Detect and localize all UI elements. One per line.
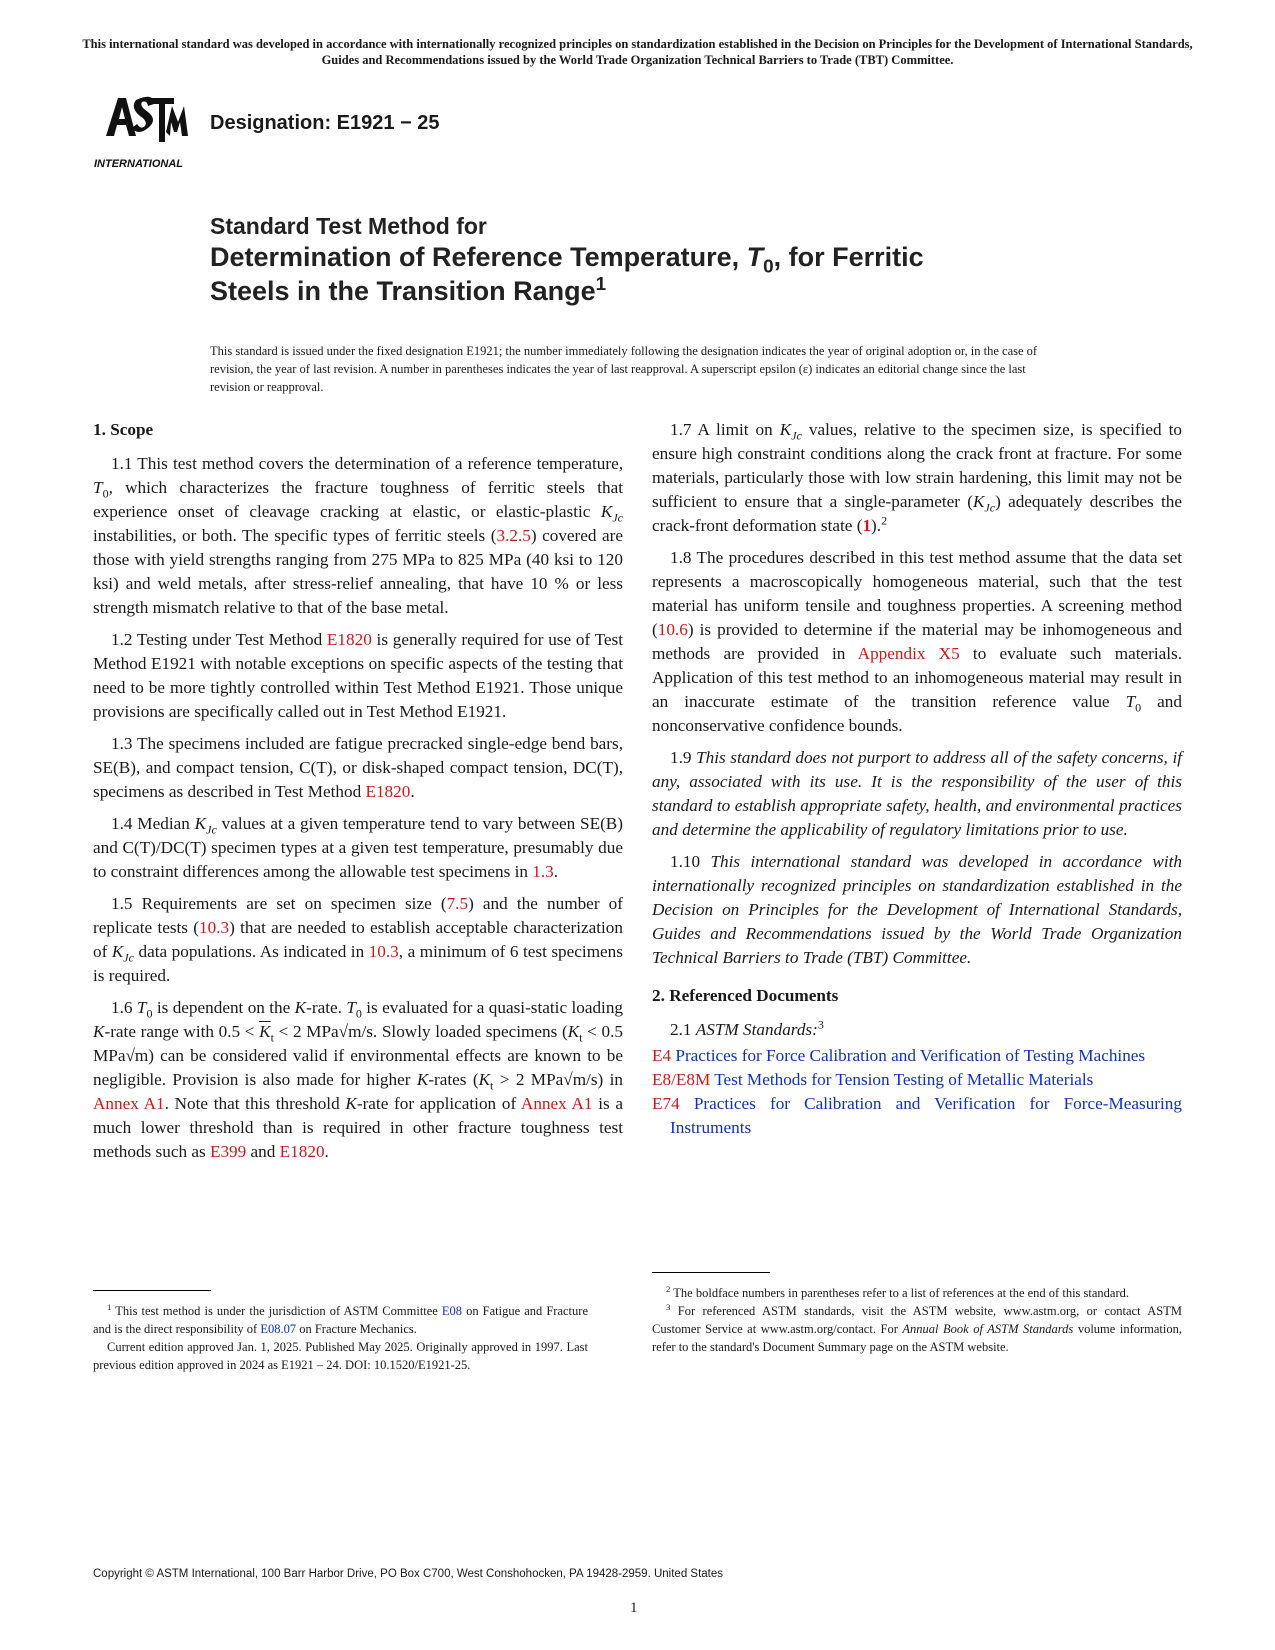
link-10-6[interactable]: 10.6 [657, 620, 688, 639]
reference-item[interactable] [652, 1068, 1182, 1092]
para-1-8: 1.8 The procedures described in this test method assume that the data set represents a macroscopically homogeneous material, such that the test material has uniform tensile and toughness properties. A screening method (10.6) is provided to determine if the material may be inhomogeneous and methods are provided in Appendix X5 to evaluate such materials. Application of this test method to an inhomogeneous material may result in an inaccurate estimate of the transition reference value $T_0$ and nonconservative confidence bounds. [652, 548, 1183, 735]
link-e1820[interactable]: E1820 [326, 630, 372, 649]
right-column [652, 418, 1182, 1140]
astm-logo [92, 88, 192, 180]
page-number: 1 [630, 1600, 638, 1616]
link-e1820[interactable]: E1820 [279, 1142, 325, 1161]
link-1-3[interactable]: 1.3 [532, 862, 554, 881]
link-3-2-5[interactable]: 3.2.5 [496, 526, 531, 545]
footnote-1: $^1$ This test method is under the jurisdiction of ASTM Committee E08 on Fatigue and Fracture and is the direct responsibility of E08.07 on Fracture Mechanics. [93, 1301, 588, 1336]
footnotes-left [93, 1302, 588, 1374]
link-e08-07[interactable]: E08.07 [260, 1322, 297, 1336]
link-annex-a1[interactable]: Annex A1 [520, 1094, 593, 1113]
para-2-1: 2.1 ASTM Standards:$^3$ [670, 1017, 824, 1039]
link-ref-1[interactable]: 1 [862, 516, 872, 535]
link-10-3[interactable]: 10.3 [368, 942, 399, 961]
para-1-3: 1.3 The specimens included are fatigue precracked single-edge bend bars, SE(B), and compact tension, C(T), or disk-shaped compact tension, DC(T), specimens as described in Test Method E1820. [93, 734, 623, 801]
issued-note: This standard is issued under the fixed designation E1921; the number immediately following the designation indicates the year of original adoption or, in the case of revision, the year of last revision. A number in parentheses indicates the year of last reapproval. A superscript epsilon (ε) indicates an editorial change since the last revision or reapproval. [210, 344, 1038, 394]
link-e08[interactable]: E08 [441, 1304, 463, 1318]
logo-subtext: INTERNATIONAL [94, 158, 184, 170]
link-e1820[interactable]: E1820 [365, 782, 411, 801]
footnote-rule-left [93, 1290, 211, 1291]
reference-title[interactable]: Practices for Calibration and Verification for Force-Measuring Instruments [670, 1094, 1182, 1137]
para-1-6: 1.6 $T_0$ is dependent on the K-rate. $T_0$ is evaluated for a quasi-static loading K-rate range with $0.5 < \overline{K}_t < 2$ MPa√m/s. Slowly loaded specimens ($K_t < 0.5$ MPa√m) can be considered valid if environmental effects are known to be negligible. Provision is also made for higher K-rates ($K_t > 2$ MPa√m/s) in Annex A1. Note that this threshold K-rate for application of Annex A1 is a much lower threshold than is required in other fracture toughness test methods such as E399 and E1820. [93, 998, 624, 1161]
astm-logo-icon [92, 88, 192, 180]
footnote-3: $^3$ For referenced ASTM standards, visit the ASTM website, www.astm.org, or contact ASTM Customer Service at www.astm.org/contact. For Annual Book of ASTM Standards volume information, refer to the standard's Document Summary page on the ASTM website. [652, 1301, 1183, 1354]
para-1-10: 1.10 This international standard was developed in accordance with internationally recognized principles on standardization established in the Decision on Principles for the Development of International Standards, Guides and Recommendations issued by the World Trade Organization Technical Barriers to Trade (TBT) Committee. [652, 852, 1183, 967]
title-line-1: Standard Test Method for [210, 213, 487, 239]
para-1-4: 1.4 Median $K_{Jc}$ values at a given temperature tend to vary between SE(B) and C(T)/DC(T) specimen types at a given test temperature, presumably due to constraint differences among the allowable test specimens in 1.3. [93, 814, 623, 881]
document-title [210, 212, 1030, 308]
refdocs-heading: 2. Referenced Documents [652, 986, 839, 1005]
footnote-1-edition: Current edition approved Jan. 1, 2025. Published May 2025. Originally approved in 1997. Last previous edition approved in 2024 as E1921 – 24. DOI: 10.1520/E1921-25. [93, 1340, 588, 1372]
left-column [93, 418, 623, 1172]
link-e399[interactable]: E399 [209, 1142, 247, 1161]
para-1-2: 1.2 Testing under Test Method E1820 is generally required for use of Test Method E1921 with notable exceptions on specific aspects of the testing that need to be more tightly controlled within Test Method E1921. Those unique provisions are specifically called out in Test Method E1921. [93, 630, 623, 721]
link-7-5[interactable]: 7.5 [446, 894, 469, 913]
para-1-9: 1.9 This standard does not purport to address all of the safety concerns, if any, associated with its use. It is the responsibility of the user of this standard to establish appropriate safety, health, and environmental practices and determine the applicability of regulatory limitations prior to use. [652, 748, 1182, 839]
link-appendix-x5[interactable]: Appendix X5 [857, 644, 960, 663]
link-10-3[interactable]: 10.3 [199, 918, 230, 937]
reference-code[interactable]: E4 [652, 1046, 672, 1065]
footnote-2: $^2$ The boldface numbers in parentheses refer to a list of references at the end of this standard. [666, 1283, 1130, 1300]
copyright: Copyright © ASTM International, 100 Barr Harbor Drive, PO Box C700, West Conshohocken, PA 19428-2959. United States [93, 1568, 724, 1580]
link-annex-a1[interactable]: Annex A1 [93, 1094, 165, 1113]
reference-title[interactable]: Test Methods for Tension Testing of Metallic Materials [714, 1070, 1094, 1089]
scope-heading: 1. Scope [93, 420, 154, 439]
designation: Designation: E1921 − 25 [210, 112, 440, 134]
para-1-7: 1.7 A limit on $K_{Jc}$ values, relative to the specimen size, is specified to ensure high constraint conditions along the crack front at fracture. For some materials, particularly those with low strain hardening, this limit may not be sufficient to ensure that a single-parameter $(K_{Jc})$ adequately describes the crack-front deformation state (1).$^2$ [652, 420, 1182, 535]
footnotes-right [652, 1284, 1182, 1356]
title-line-3: Steels in the Transition Range$^1$ [210, 274, 607, 306]
reference-item[interactable] [652, 1044, 1182, 1068]
footnote-rule-right [652, 1272, 770, 1273]
header-notice: This international standard was developed in accordance with internationally recognized principles on standardization established in the Decision on Principles for the Development of International Standards, Guides and Recommendations issued by the World Trade Organization Technical Barriers to Trade (TBT) Committee. [82, 37, 1193, 67]
reference-list [652, 1044, 1182, 1140]
reference-item[interactable] [652, 1092, 1182, 1140]
para-1-1: 1.1 This test method covers the determination of a reference temperature, $T_0$, which characterizes the fracture toughness of ferritic steels that experience onset of cleavage cracking at elastic, or elastic-plastic $K_{Jc}$ instabilities, or both. The specific types of ferritic steels (3.2.5) covered are those with yield strengths ranging from 275 MPa to 825 MPa (40 ksi to 120 ksi) and weld metals, after stress-relief annealing, that have 10 % or less strength mismatch relative to that of the base metal. [93, 454, 623, 617]
reference-code[interactable]: E74 [652, 1094, 680, 1113]
title-line-2: Determination of Reference Temperature, $T_0$, for Ferritic [210, 242, 924, 278]
reference-title[interactable]: Practices for Force Calibration and Verification of Testing Machines [675, 1046, 1146, 1065]
para-1-5: 1.5 Requirements are set on specimen size (7.5) and the number of replicate tests (10.3) that are needed to establish acceptable characterization of $K_{Jc}$ data populations. As indicated in 10.3, a minimum of 6 test specimens is required. [93, 894, 623, 985]
reference-code[interactable]: E8/E8M [652, 1070, 711, 1089]
